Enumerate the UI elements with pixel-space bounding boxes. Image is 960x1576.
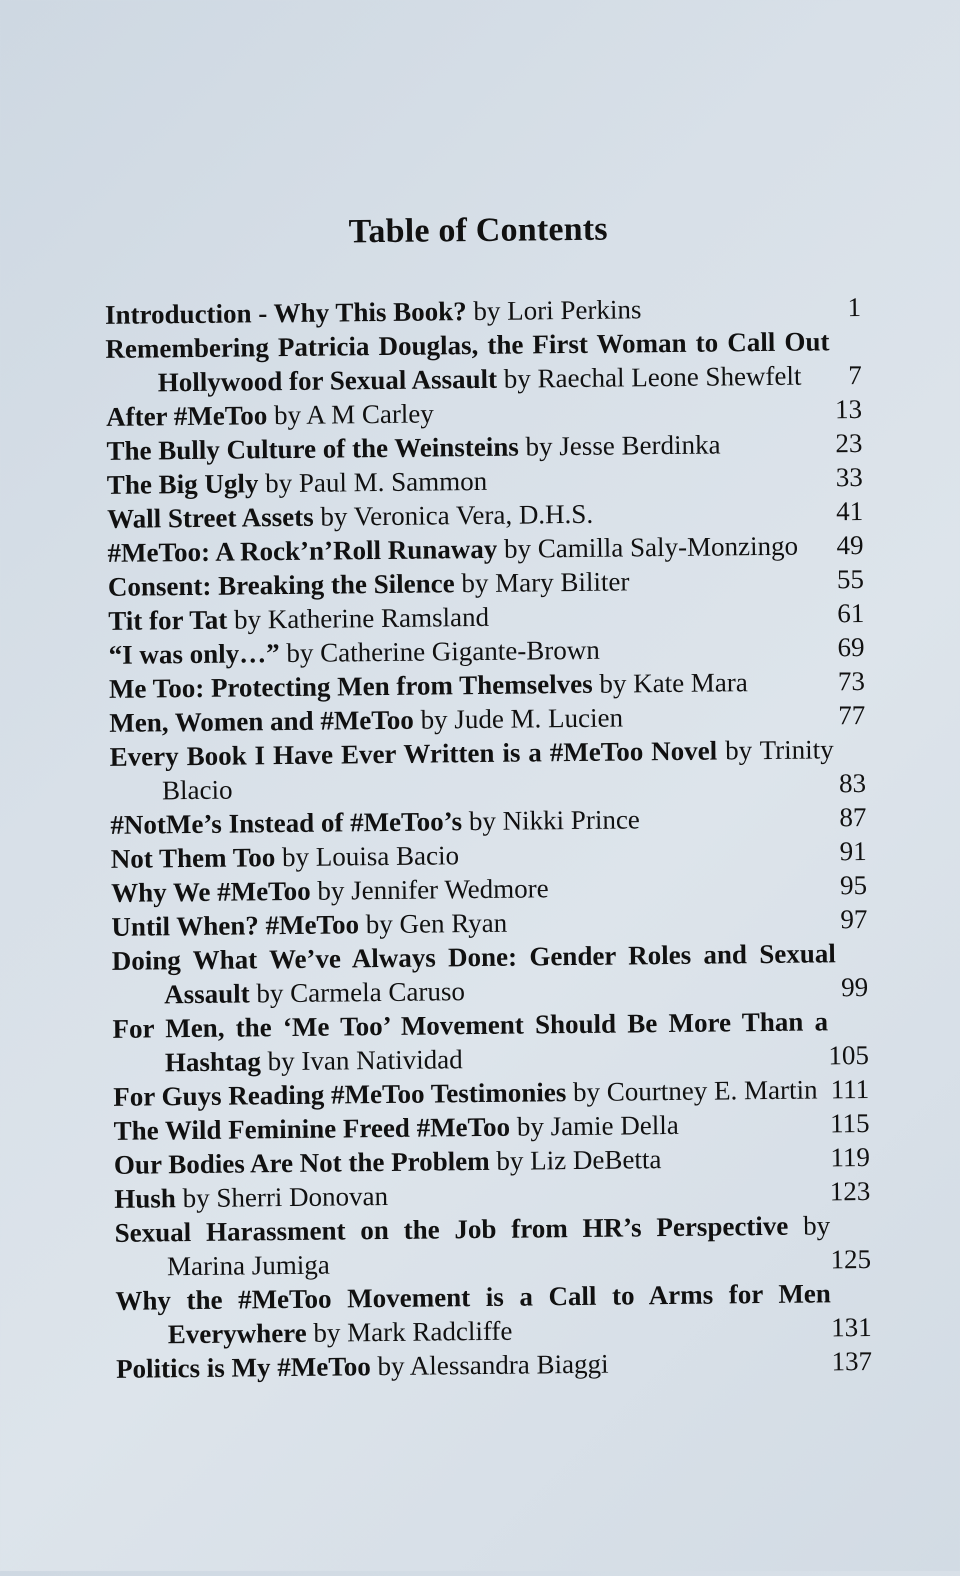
table-of-contents (105, 290, 876, 1386)
toc-entry-text (116, 1344, 832, 1385)
toc-entry-title: For Men, the ‘Me Too’ Movement Should Be More Than a Hashtag (112, 1006, 829, 1078)
toc-entry-page-number: 105 (828, 1039, 870, 1071)
toc-entry-author: by A M Carley (273, 398, 434, 431)
toc-entry-page-number: 91 (839, 835, 867, 867)
toc-entry-author: by Marina Jumiga (166, 1210, 831, 1282)
toc-entry-text (114, 1208, 830, 1283)
toc-entry (105, 324, 866, 400)
toc-entry-page-number: 83 (838, 767, 867, 799)
toc-entry-title: #MeToo: A Rock’n’Roll Runaway (107, 533, 498, 568)
toc-entry-page-number: 61 (837, 597, 865, 629)
toc-entry-author: by Sherri Donovan (182, 1180, 389, 1214)
toc-entry-page-number: 123 (829, 1175, 871, 1207)
toc-entry-author: by Louisa Bacio (281, 840, 460, 873)
toc-entry-author: by Nikki Prince (468, 804, 640, 837)
toc-entry-author: by Jennifer Wedmore (317, 873, 549, 906)
toc-entry-page-number: 131 (831, 1311, 872, 1343)
toc-entry-page-number: 23 (835, 427, 863, 459)
toc-entry-author: by Catherine Gigante-Brown (286, 634, 600, 669)
toc-entry-title: Consent: Breaking the Silence (107, 568, 455, 602)
toc-entry-title: Remembering Patricia Douglas, the First Woman to Call Out Hollywood for Sexual Assault (105, 326, 830, 398)
toc-entry-page-number: 73 (837, 665, 866, 697)
toc-entry-author: by Gen Ryan (365, 907, 508, 940)
toc-entry-author: by Jesse Berdinka (525, 429, 721, 462)
toc-entry (110, 732, 871, 808)
toc-entry-page-number: 69 (837, 631, 865, 663)
toc-entry-text (115, 1276, 831, 1351)
toc-entry-title: #NotMe’s Instead of #MeToo’s (110, 806, 463, 840)
toc-entry-page-number: 95 (839, 869, 868, 901)
toc-entry-text (110, 732, 835, 808)
toc-entry-title: Hush (114, 1183, 177, 1214)
toc-entry-author: by Raechal Leone Shewfelt (503, 360, 802, 394)
toc-entry-title: Wall Street Assets (107, 501, 314, 534)
toc-entry-page-number: 33 (835, 461, 863, 493)
toc-entry-title: Not Them Too (110, 842, 276, 874)
toc-entry-title: Every Book I Have Ever Written is a #MeToo Novel (109, 735, 718, 772)
toc-entry-title: Introduction - Why This Book? (104, 296, 467, 330)
toc-entry (114, 1208, 875, 1284)
toc-entry-title: Me Too: Protecting Men from Themselves (108, 668, 593, 704)
toc-entry-author: by Veronica Vera, D.H.S. (320, 498, 594, 532)
toc-entry-page-number: 99 (840, 971, 869, 1003)
toc-entry-title: Why We #MeToo (110, 875, 311, 908)
toc-entry-title: The Bully Culture of the Weinsteins (106, 431, 519, 466)
toc-entry-author: by Carmela Caruso (256, 976, 466, 1009)
toc-entry-page-number: 115 (829, 1107, 870, 1139)
toc-entry-author: by Liz DeBetta (496, 1144, 662, 1176)
toc-entry (116, 1344, 876, 1386)
toc-entry-page-number: 49 (836, 529, 864, 561)
toc-entry-page-number: 125 (830, 1243, 872, 1275)
toc-entry (112, 1004, 873, 1080)
toc-entry-page-number: 13 (834, 393, 863, 425)
toc-entry-title: Until When? #MeToo (111, 909, 360, 942)
toc-entry-author: by Mary Biliter (461, 566, 630, 599)
toc-entry-title: Politics is My #MeToo (115, 1351, 371, 1384)
toc-entry-text (112, 1004, 828, 1079)
toc-entry-author: by Paul M. Sammon (264, 465, 488, 499)
toc-entry-author: by Mark Radcliffe (313, 1315, 513, 1348)
toc-entry-title: The Wild Feminine Freed #MeToo (113, 1111, 511, 1146)
toc-entry-title: Our Bodies Are Not the Problem (113, 1145, 490, 1180)
toc-entry-title: Tit for Tat (108, 604, 228, 636)
toc-entry-page-number: 119 (830, 1141, 871, 1173)
toc-entry-title: “I was only…” (108, 638, 280, 670)
toc-entry-page-number: 1 (847, 291, 862, 323)
toc-entry-title: After #MeToo (105, 400, 268, 432)
toc-entry-author: by Kate Mara (599, 667, 748, 699)
toc-entry-author: by Jamie Della (516, 1109, 679, 1142)
toc-entry-page-number: 55 (836, 563, 865, 595)
toc-entry-title: The Big Ugly (106, 468, 259, 500)
toc-entry-author: by Courtney E. Martin (572, 1074, 818, 1108)
toc-entry-title: Sexual Harassment on the Job from HR’s Perspective (114, 1210, 789, 1248)
toc-entry-author: by Alessandra Biaggi (377, 1348, 609, 1382)
toc-entry-page-number: 111 (830, 1073, 870, 1105)
toc-entry-author: by Katherine Ramsland (233, 601, 490, 635)
toc-entry-author: by Lori Perkins (473, 294, 642, 327)
toc-entry-page-number: 7 (848, 359, 862, 391)
toc-entry-author: by Jude M. Lucien (420, 702, 624, 735)
toc-entry-title: Why the #MeToo Movement is a Call to Arms for Men Everywhere (115, 1278, 831, 1350)
toc-entry-page-number: 41 (835, 495, 864, 527)
toc-entry-author: by Ivan Natividad (267, 1044, 463, 1077)
toc-entry-author: by Camilla Saly-Monzingo (503, 530, 799, 564)
toc-entry-page-number: 137 (831, 1345, 873, 1377)
toc-entry-title: For Guys Reading #MeToo Testimonies (113, 1077, 567, 1112)
toc-entry-page-number: 97 (840, 903, 868, 935)
toc-entry-author: by Trinity Blacio (161, 734, 834, 806)
toc-entry-page-number: 87 (839, 801, 867, 833)
toc-entry-text (105, 324, 830, 400)
toc-entry-title: Men, Women and #MeToo (109, 704, 415, 738)
page-title: Table of Contents (348, 210, 608, 251)
toc-entry-page-number: 77 (838, 699, 866, 731)
toc-entry (112, 936, 873, 1012)
toc-entry-text (112, 936, 837, 1012)
toc-entry (115, 1276, 876, 1352)
toc-entry-title: Doing What We’ve Always Done: Gender Roles and Sexual Assault (111, 938, 836, 1010)
